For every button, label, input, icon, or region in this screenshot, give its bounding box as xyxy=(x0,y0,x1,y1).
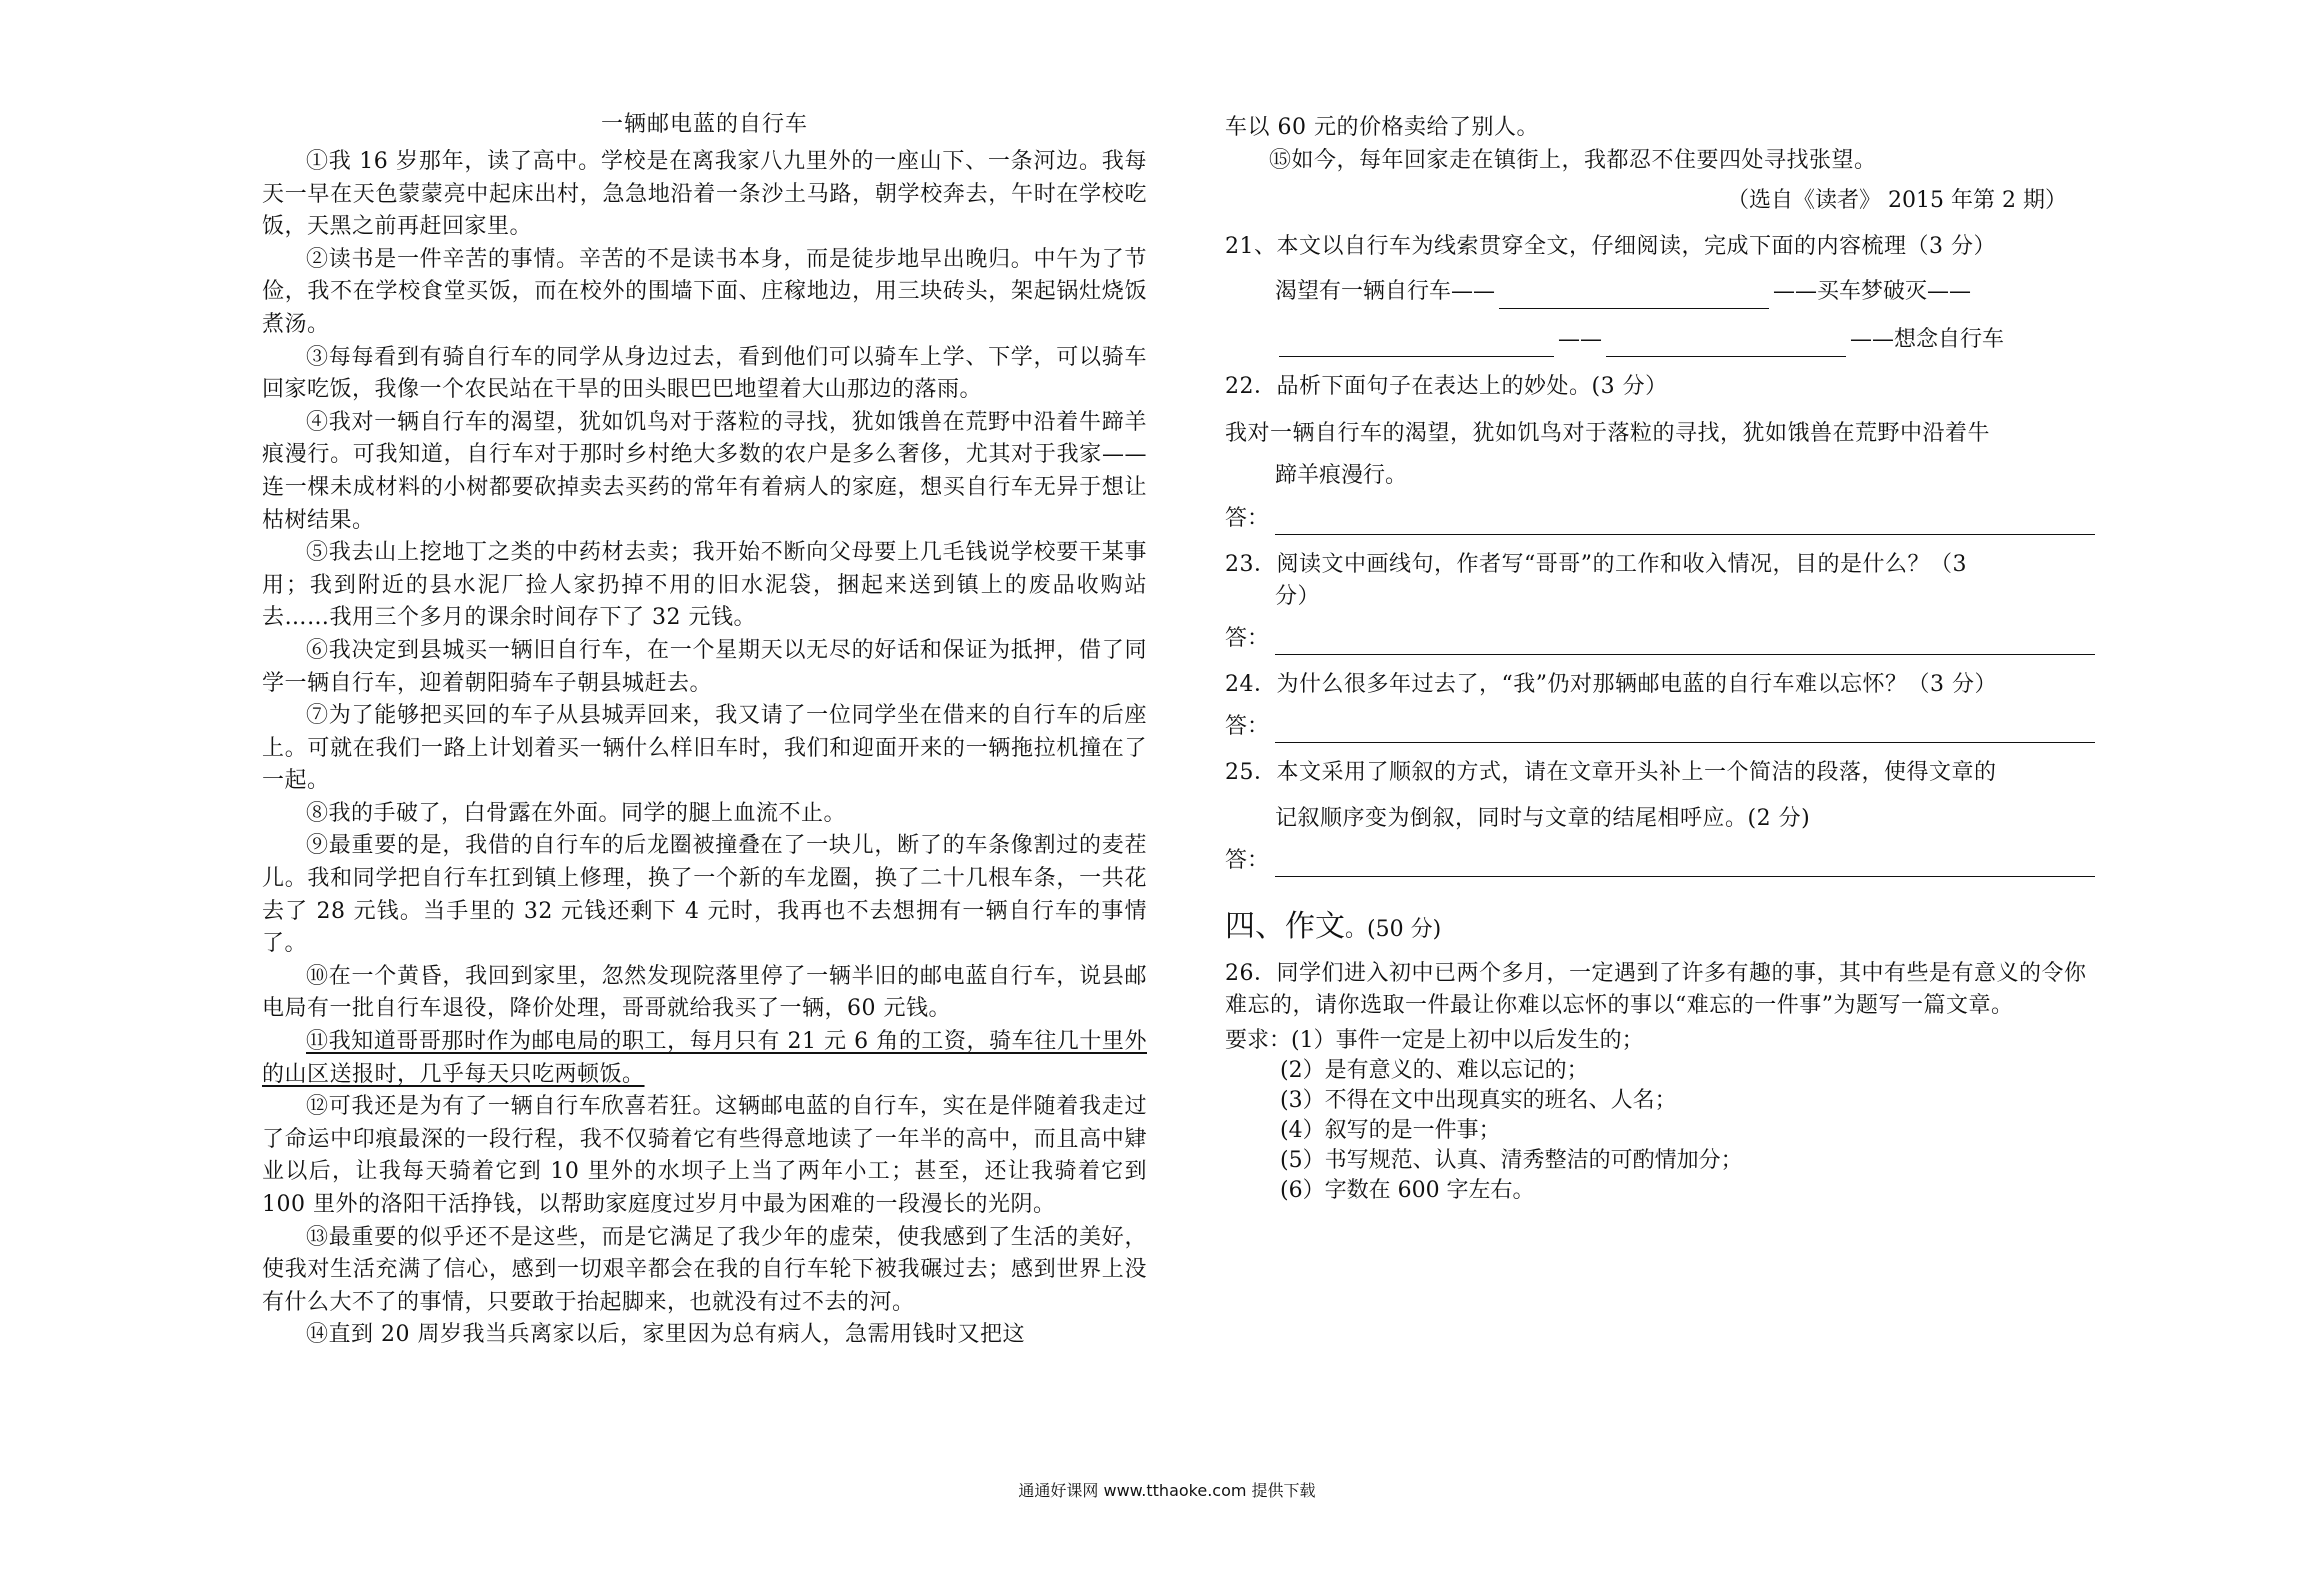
requirement-4: (4）叙写的是一件事； xyxy=(1280,1118,1501,1144)
article-column xyxy=(262,112,1147,1352)
requirement-2: (2）是有意义的、难以忘记的； xyxy=(1280,1058,1589,1084)
requirement-3: (3）不得在文中出现真实的班名、人名； xyxy=(1280,1088,1677,1114)
paragraph-2: ②读书是一件辛苦的事情。辛苦的不是读书本身，而是徒步地早出晚归。中午为了节俭，我不在学校食堂买饭，而在校外的围墙下面、庄稼地边，用三块砖头，架起锅灶烧饭煮汤。 xyxy=(262,246,1147,337)
q23-answer-line[interactable] xyxy=(1275,628,2095,655)
paragraph-12: ⑫可我还是为有了一辆自行车欣喜若狂。这辆邮电蓝的自行车，实在是伴随着我走过了命运中印痕最深的一段行程，我不仅骑着它有些得意地读了一年半的高中，而且高中肄业以后，让我每天骑着它到 10 里外的水坝子上当了两年小工；甚至，还让我骑着它到 100 里外的洛阳干活挣钱，以帮助家庭度过岁月中最为困难的一段漫长的光阴。 xyxy=(262,1094,1147,1217)
q22-answer-row xyxy=(1225,503,2095,535)
paragraph-15: ⑮如今，每年回家走在镇街上，我都忍不住要四处寻找张望。 xyxy=(1269,147,1877,173)
q25-answer-row xyxy=(1225,845,2095,877)
q22-answer-line[interactable] xyxy=(1275,508,2095,535)
paragraph-14: ⑭直到 20 周岁我当兵离家以后，家里因为总有病人，急需用钱时又把这 xyxy=(306,1322,1025,1348)
q21-row2-end: ——想念自行车 xyxy=(1850,327,2005,353)
requirement-6: (6）字数在 600 字左右。 xyxy=(1280,1178,1535,1204)
q21-row2-mid: —— xyxy=(1558,327,1602,353)
question-26: 26．同学们进入初中已两个多月，一定遇到了许多有趣的事，其中有些是有意义的令你难忘的，请你选取一件最让你难以忘怀的事以“难忘的一件事”为题写一篇文章。 xyxy=(1225,961,2087,1019)
q23-answer-row xyxy=(1225,623,2095,655)
question-23-line-1: 23．阅读文中画线句，作者写“哥哥”的工作和收入情况，目的是什么？（3 xyxy=(1225,552,1967,578)
paragraph-10: ⑩在一个黄昏，我回到家里，忽然发现院落里停了一辆半旧的邮电蓝自行车，说县邮电局有一批自行车退役，降价处理，哥哥就给我买了一辆，60 元钱。 xyxy=(262,963,1147,1022)
article-source: （选自《读者》 2015 年第 2 期） xyxy=(1727,188,2067,214)
composition-title: 四、作文 xyxy=(1225,909,1345,945)
answer-label: 答： xyxy=(1225,626,1270,652)
question-21: 21、本文以自行车为线索贯穿全文，仔细阅读，完成下面的内容梳理（3 分） xyxy=(1225,234,1996,260)
q21-blank-2[interactable] xyxy=(1279,330,1554,357)
questions-column xyxy=(1225,112,2095,1206)
composition-heading xyxy=(1225,907,2095,950)
paragraph-13: ⑬最重要的似乎还不是这些，而是它满足了我少年的虚荣，使我感到了生活的美好，使我对生活充满了信心，感到一切艰辛都会在我的自行车轮下被我碾过去；感到世界上没有什么大不了的事情，只要敢于抬起脚来，也就没有过不去的河。 xyxy=(262,1224,1147,1315)
q21-blank-3[interactable] xyxy=(1606,330,1846,357)
paragraph-4: ④我对一辆自行车的渴望，犹如饥鸟对于落粒的寻找，犹如饿兽在荒野中沿着牛蹄羊痕漫行。可我知道，自行车对于那时乡村绝大多数的农户是多么奢侈，尤其对于我家——连一棵未成材料的小树都要砍掉卖去买药的常年有着病人的家庭，想买自行车无异于想让枯树结果。 xyxy=(262,409,1147,533)
paragraph-8: ⑧我的手破了，白骨露在外面。同学的腿上血流不止。 xyxy=(306,800,847,826)
q24-answer-line[interactable] xyxy=(1275,716,2095,743)
question-21-row-1 xyxy=(1275,275,2095,309)
question-25-line-1: 25．本文采用了顺叙的方式，请在文章开头补上一个简洁的段落，使得文章的 xyxy=(1225,760,1997,786)
paragraph-3: ③每每看到有骑自行车的同学从身边过去，看到他们可以骑车上学、下学，可以骑车回家吃饭，我像一个农民站在干旱的田头眼巴巴地望着大山那边的落雨。 xyxy=(262,344,1147,403)
q24-answer-row xyxy=(1225,711,2095,743)
question-23-line-2: 分） xyxy=(1275,584,1321,610)
question-25-line-2: 记叙顺序变为倒叙，同时与文章的结尾相呼应。(2 分) xyxy=(1275,806,1811,832)
paragraph-6: ⑥我决定到县城买一辆旧自行车，在一个星期天以无尽的好话和保证为抵押，借了同学一辆自行车，迎着朝阳骑车子朝县城赶去。 xyxy=(262,637,1147,696)
footer-credit: 通通好课网 www.tthaoke.com 提供下载 xyxy=(1018,1481,1316,1500)
paragraph-1: ①我 16 岁那年，读了高中。学校是在离我家八九里外的一座山下、一条河边。我每天一早在天色蒙蒙亮中起床出村，急急地沿着一条沙土马路，朝学校奔去，午时在学校吃饭，天黑之前再赶回家里。 xyxy=(262,149,1147,240)
answer-label: 答： xyxy=(1225,848,1270,874)
paragraph-14-continuation: 车以 60 元的价格卖给了别人。 xyxy=(1225,115,1539,140)
composition-points: 。(50 分) xyxy=(1345,917,1442,943)
paragraph-9: ⑨最重要的是，我借的自行车的后龙圈被撞叠在了一块儿，断了的车条像割过的麦茬儿。我和同学把自行车扛到镇上修理，换了一个新的车龙圈，换了二十几根车条，一共花去了 28 元钱。当手里的 32 元钱还剩下 4 元时，我再也不去想拥有一辆自行车的事情了。 xyxy=(262,833,1147,957)
question-21-row-2 xyxy=(1275,323,2095,357)
q25-answer-line[interactable] xyxy=(1275,850,2095,877)
question-24: 24．为什么很多年过去了，“我”仍对那辆邮电蓝的自行车难以忘怀？（3 分） xyxy=(1225,672,1997,698)
question-22: 22．品析下面句子在表达上的妙处。(3 分） xyxy=(1225,374,1668,400)
article-title: 一辆邮电蓝的自行车 xyxy=(600,112,808,137)
answer-label: 答： xyxy=(1225,506,1270,532)
requirements-head: 要求：(1）事件一定是上初中以后发生的； xyxy=(1225,1028,1644,1054)
requirement-5: (5）书写规范、认真、清秀整洁的可酌情加分； xyxy=(1280,1148,1743,1174)
q21-blank-1[interactable] xyxy=(1499,282,1769,309)
q22-quote-line-1: 我对一辆自行车的渴望，犹如饥鸟对于落粒的寻找，犹如饿兽在荒野中沿着牛 xyxy=(1225,421,1991,447)
paragraph-11-underlined: ⑪我知道哥哥那时作为邮电局的职工，每月只有 21 元 6 角的工资，骑车往几十里外的山区送报时，几乎每天只吃两顿饭。 xyxy=(262,1029,1147,1087)
q21-row1-start: 渴望有一辆自行车—— xyxy=(1275,279,1496,305)
paragraph-7: ⑦为了能够把买回的车子从县城弄回来，我又请了一位同学坐在借来的自行车的后座上。可就在我们一路上计划着买一辆什么样旧车时，我们和迎面开来的一辆拖拉机撞在了一起。 xyxy=(262,703,1147,794)
q21-row1-end: ——买车梦破灭—— xyxy=(1773,279,1972,305)
paragraph-5: ⑤我去山上挖地丁之类的中药材去卖；我开始不断向父母要上几毛钱说学校要干某事用；我到附近的县水泥厂捡人家扔掉不用的旧水泥袋，捆起来送到镇上的废品收购站去……我用三个多月的课余时间存下了 32 元钱。 xyxy=(262,540,1147,631)
answer-label: 答： xyxy=(1225,714,1270,740)
q22-quote-line-2: 蹄羊痕漫行。 xyxy=(1275,463,1408,489)
